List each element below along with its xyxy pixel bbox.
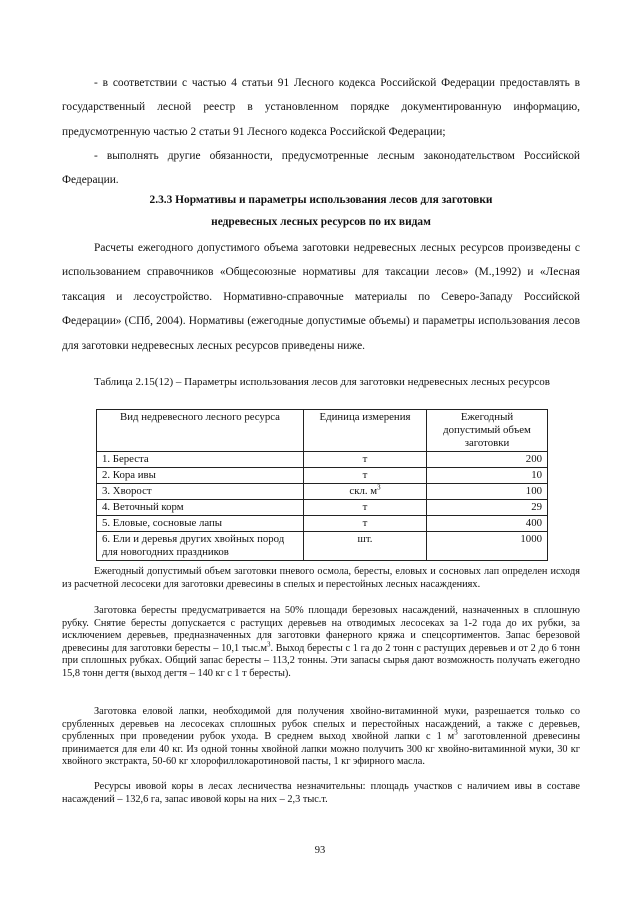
row-value: 200 (427, 452, 548, 468)
row-unit: т (304, 516, 427, 532)
row-unit: шт. (304, 532, 427, 561)
table-row (97, 532, 548, 561)
row-unit: т (304, 468, 427, 484)
note-birch-bark-sup: 3 (266, 640, 271, 649)
page-number: 93 (314, 845, 326, 856)
note-birch-bark (62, 605, 580, 681)
row-unit: т (304, 500, 427, 516)
note-spruce-sup: 3 (454, 728, 458, 737)
row-value: 29 (427, 500, 548, 516)
section-heading-line1: 2.3.3 Нормативы и параметры использования лесов для заготовки (149, 194, 493, 206)
row-name: 2. Кора ивы (97, 468, 304, 484)
row-unit: скл. м (349, 485, 378, 497)
note-volume-definition: Ежегодный допустимый объем заготовки пневого осмола, бересты, еловых и сосновых лап определен исходя из расчетной лесосеки для заготовки древесины в спелых и перестойных лесных насаждениях. (62, 566, 580, 590)
intro-paragraph: Расчеты ежегодного допустимого объема заготовки недревесных лесных ресурсов произведены с использованием справочников «Общесоюзные нормативы для таксации лесов» (М.,1992) и «Лесная таксация и лесоустройство. Нормативно-справочные материалы по Северо-Западу Российской Федерации» (СПб, 2004). Нормативы (ежегодные допустимые объемы) и параметры использования лесов для заготовки недревесных лесных ресурсов приведены ниже. (62, 242, 580, 352)
row-unit-cell (304, 484, 427, 500)
table-header-row (97, 410, 548, 452)
note-willow-bark: Ресурсы ивовой коры в лесах лесничества незначительны: площадь участков с наличием ивы в составе насаждений – 132,6 га, запас ивовой коры на них – 2,3 тыс.т. (62, 781, 580, 805)
row-value: 100 (427, 484, 548, 500)
header-unit: Единица измерения (304, 410, 427, 452)
section-heading-line2: недревесных лесных ресурсов по их видам (211, 216, 431, 228)
note-spruce-branches (62, 706, 580, 769)
header-volume: Ежегодный допустимый объем заготовки (427, 410, 548, 452)
row-value: 1000 (427, 532, 548, 561)
paragraph-obligation-2: - выполнять другие обязанности, предусмотренные лесным законодательством Российской Федерации. (62, 150, 580, 187)
row-value: 400 (427, 516, 548, 532)
resources-table (96, 409, 548, 561)
row-unit-sup: 3 (377, 483, 381, 492)
row-name: 1. Береста (97, 452, 304, 468)
table-row (97, 468, 548, 484)
note-spruce-text-a: Заготовка еловой лапки, необходимой для получения хвойно-витаминной муки, разрешается только со срубленных деревьев на лесосеках сплошных рубок спелых и перестойных насаждений, а также с деревьев, срубленных при проведении рубок ухода. В среднем выход хвойной лапки с 1 м (62, 706, 580, 743)
row-name: 4. Веточный корм (97, 500, 304, 516)
row-name: 6. Ели и деревья других хвойных пород для новогодних праздников (97, 532, 304, 561)
table-row (97, 500, 548, 516)
note-birch-bark-text-b: . Выход бересты с 1 га до 2 тонн с растущих деревьев и от 2 до 6 тонн при сплошных рубках. Общий запас бересты – 113,2 тонны. Эти запасы сырья дают возможность получать ежегодно 15,8 тонн дегтя (выход дегтя – 140 кг с 1 т бересты). (62, 642, 580, 679)
note-spruce-text-b: заготовленной древесины принимается для ели 40 кг. Из одной тонны хвойной лапки можно получить 300 кг хвойно-витаминной муки, 30 кг хвойного экстракта, 50-60 кг хлорофиллокаротиновой пасты, 1 кг эфирного масла. (62, 731, 580, 768)
note-birch-bark-text-a: Заготовка бересты предусматривается на 50% площади березовых насаждений, назначенных в сплошную рубку. Снятие бересты допускается с растущих деревьев на отводимых лесосеках за 1-2 года до их рубки, за исключением деревьев, предназначенных для заготовки фанерного кряжа и спецсортиментов. Запас березовой древесины для заготовки бересты – 10,1 тыс.м (62, 605, 580, 654)
paragraph-obligation-1: - в соответствии с частью 4 статьи 91 Лесного кодекса Российской Федерации предоставлять в государственный лесной реестр в установленном порядке документированную информацию, предусмотренную частью 2 статьи 91 Лесного кодекса Российской Федерации; (62, 77, 580, 138)
row-unit: т (304, 452, 427, 468)
row-name: 3. Хворост (97, 484, 304, 500)
table-row (97, 452, 548, 468)
table-row (97, 516, 548, 532)
table-caption: Таблица 2.15(12) – Параметры использования лесов для заготовки недревесных лесных ресурсов (94, 376, 550, 388)
row-name: 5. Еловые, сосновые лапы (97, 516, 304, 532)
table-row (97, 484, 548, 500)
header-resource: Вид недревесного лесного ресурса (97, 410, 304, 452)
row-value: 10 (427, 468, 548, 484)
